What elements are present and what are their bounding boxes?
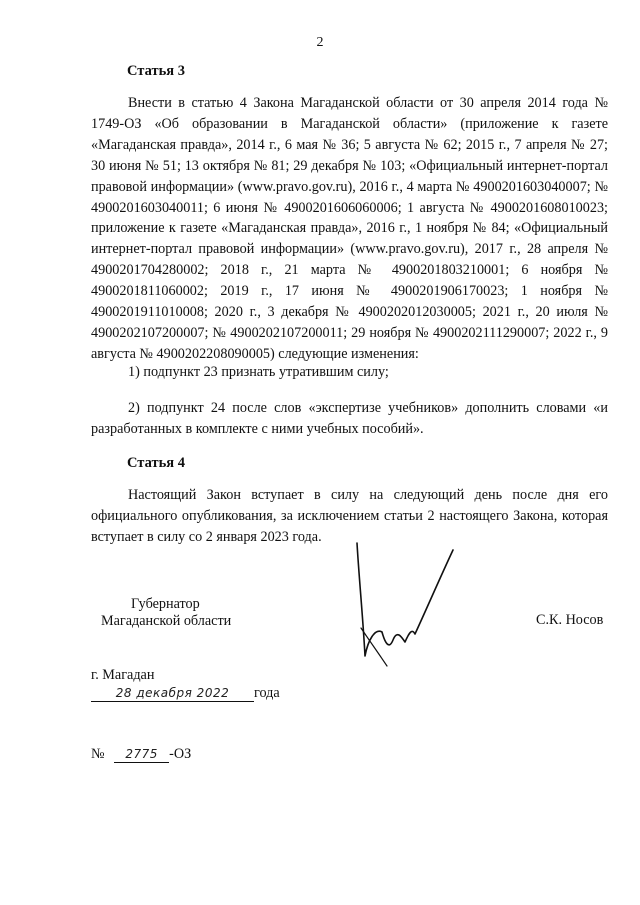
article-3-item-2 [91, 398, 608, 440]
city: г. Магадан [91, 667, 155, 683]
date-handwritten: 28 декабря 2022 [91, 686, 254, 702]
number-suffix: -ОЗ [169, 746, 192, 762]
date-line [91, 684, 280, 702]
number-prefix: № [91, 746, 105, 762]
article-3-intro [91, 93, 608, 365]
article-3-item-1: 1) подпункт 23 признать утратившим силу; [128, 364, 389, 380]
handwritten-signature [335, 528, 465, 678]
date-suffix: года [254, 685, 280, 701]
signatory-role-line-1: Губернатор [131, 596, 200, 612]
page-number: 2 [316, 35, 324, 50]
signatory-role-line-2: Магаданской области [101, 613, 232, 629]
article-3-item-2-text: 2) подпункт 24 после слов «экспертизе учебников» дополнить словами «и разработанных в комплекте с ними учебных пособий». [91, 400, 608, 437]
number-handwritten: 2775 [114, 747, 169, 763]
article-4-text-body: Настоящий Закон вступает в силу на следующий день после дня его официального опубликования, за исключением статьи 2 настоящего Закона, которая вступает в силу со 2 января 2023 года. [91, 487, 608, 545]
article-3-title: Статья 3 [127, 63, 185, 79]
law-number-line [91, 745, 191, 763]
article-4-title: Статья 4 [127, 455, 185, 471]
signatory-name: С.К. Носов [536, 612, 604, 628]
article-3-intro-text: Внести в статью 4 Закона Магаданской области от 30 апреля 2014 года № 1749-ОЗ «Об образовании в Магаданской области» (приложение к газете «Магаданская правда», 2014 г., 6 мая № 36; 5 августа № 62; 2015 г., 7 апреля № 27; 30 июня № 51; 13 октября № 81; 29 декабря № 103; «Официальный интернет-портал правовой информации» (www.pravo.gov.ru), 2016 г., 4 марта № 4900201603040007; № 4900201603040011; 6 июня № 4900201606060006; 1 августа № 4900201608010023; приложение к газете «Магаданская правда», 2016 г., 1 ноября № 84; «Официальный интернет-портал правовой информации» (www.pravo.gov.ru), 2017 г., 28 апреля № 4900201704280002; 2018 г., 21 марта № 4900201803210001; 6 ноября № 4900201811060002; 2019 г., 17 июня № 4900201906170023; 1 ноября № 4900201911010008; 2020 г., 3 декабря № 4900202012030005; 2021 г., 20 июля № 4900202107200007; № 4900202107200011; 29 ноября № 4900202111290007; 2022 г., 9 августа № 4900202208090005) следующие изменения: [91, 95, 608, 362]
